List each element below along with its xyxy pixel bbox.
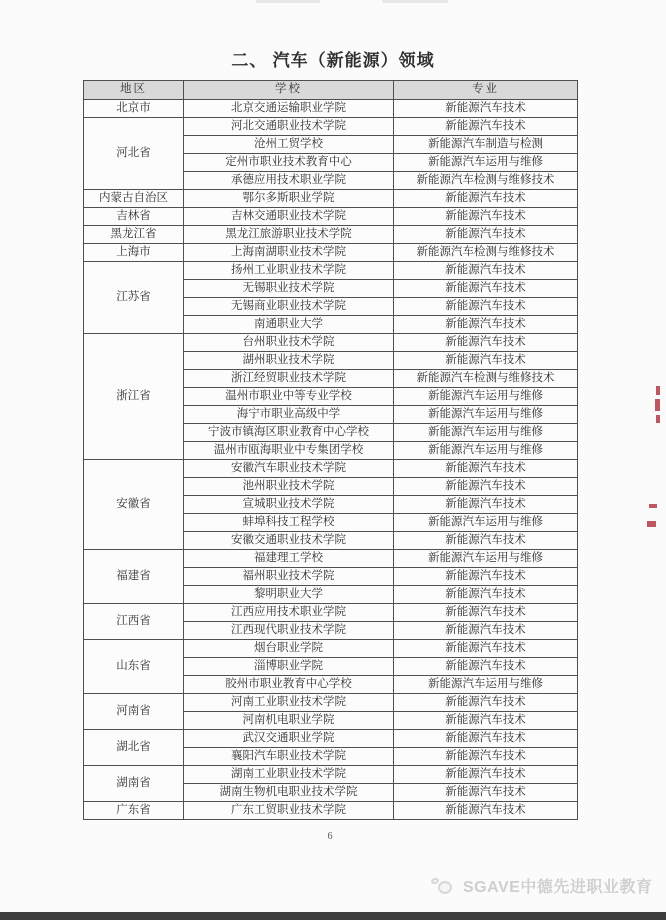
major-cell: 新能源汽车技术 — [394, 640, 578, 658]
scan-artifact-line — [382, 0, 448, 3]
major-cell: 新能源汽车技术 — [394, 496, 578, 514]
school-cell: 烟台职业学院 — [184, 640, 394, 658]
school-cell: 上海南湖职业技术学院 — [184, 244, 394, 262]
major-cell: 新能源汽车技术 — [394, 316, 578, 334]
major-cell: 新能源汽车技术 — [394, 298, 578, 316]
school-cell: 安徽汽车职业技术学院 — [184, 460, 394, 478]
table-row — [84, 460, 578, 478]
major-cell: 新能源汽车技术 — [394, 748, 578, 766]
major-cell: 新能源汽车检测与维修技术 — [394, 370, 578, 388]
school-cell: 蚌埠科技工程学校 — [184, 514, 394, 532]
school-cell: 江西应用技术职业学院 — [184, 604, 394, 622]
major-cell: 新能源汽车技术 — [394, 784, 578, 802]
table-header-row — [84, 81, 578, 100]
school-cell: 沧州工贸学校 — [184, 136, 394, 154]
school-cell: 江西现代职业技术学院 — [184, 622, 394, 640]
school-cell: 淄博职业学院 — [184, 658, 394, 676]
major-cell: 新能源汽车运用与维修 — [394, 442, 578, 460]
major-cell: 新能源汽车检测与维修技术 — [394, 244, 578, 262]
table-row — [84, 100, 578, 118]
school-cell: 无锡商业职业技术学院 — [184, 298, 394, 316]
page-number: 6 — [327, 831, 333, 842]
school-cell: 河南机电职业学院 — [184, 712, 394, 730]
major-cell: 新能源汽车技术 — [394, 208, 578, 226]
school-cell: 浙江经贸职业技术学院 — [184, 370, 394, 388]
school-cell: 安徽交通职业技术学院 — [184, 532, 394, 550]
table-row — [84, 604, 578, 622]
footer-brand — [430, 874, 652, 897]
school-cell: 武汉交通职业学院 — [184, 730, 394, 748]
region-cell: 北京市 — [84, 100, 184, 118]
school-cell: 宁波市镇海区职业教育中心学校 — [184, 424, 394, 442]
major-cell: 新能源汽车运用与维修 — [394, 154, 578, 172]
region-cell: 吉林省 — [84, 208, 184, 226]
scan-artifact-line — [256, 0, 320, 3]
region-cell: 江西省 — [84, 604, 184, 640]
major-cell: 新能源汽车技术 — [394, 262, 578, 280]
region-cell: 福建省 — [84, 550, 184, 604]
school-cell: 河北交通职业技术学院 — [184, 118, 394, 136]
table-row — [84, 730, 578, 748]
school-cell: 台州职业技术学院 — [184, 334, 394, 352]
major-cell: 新能源汽车技术 — [394, 280, 578, 298]
major-cell: 新能源汽车技术 — [394, 226, 578, 244]
table-body — [84, 100, 578, 820]
major-cell: 新能源汽车技术 — [394, 586, 578, 604]
school-cell: 襄阳汽车职业技术学院 — [184, 748, 394, 766]
table-row — [84, 640, 578, 658]
red-stamp-mark — [649, 504, 657, 508]
school-cell: 福州职业技术学院 — [184, 568, 394, 586]
school-cell: 湖州职业技术学院 — [184, 352, 394, 370]
region-cell: 河南省 — [84, 694, 184, 730]
school-cell: 宣城职业技术学院 — [184, 496, 394, 514]
footer-brand-text: SGAVE中德先进职业教育 — [463, 879, 653, 896]
school-cell: 胶州市职业教育中心学校 — [184, 676, 394, 694]
table-row — [84, 244, 578, 262]
table-row — [84, 802, 578, 820]
table-row — [84, 190, 578, 208]
school-cell: 吉林交通职业技术学院 — [184, 208, 394, 226]
major-cell: 新能源汽车制造与检测 — [394, 136, 578, 154]
major-cell: 新能源汽车技术 — [394, 478, 578, 496]
red-stamp-mark — [655, 399, 660, 411]
region-cell: 湖南省 — [84, 766, 184, 802]
major-cell: 新能源汽车技术 — [394, 694, 578, 712]
school-cell: 海宁市职业高级中学 — [184, 406, 394, 424]
major-cell: 新能源汽车运用与维修 — [394, 406, 578, 424]
region-cell: 广东省 — [84, 802, 184, 820]
region-cell: 浙江省 — [84, 334, 184, 460]
major-cell: 新能源汽车技术 — [394, 100, 578, 118]
major-cell: 新能源汽车运用与维修 — [394, 424, 578, 442]
major-cell: 新能源汽车技术 — [394, 802, 578, 820]
table-row — [84, 118, 578, 136]
column-header-school: 学校 — [184, 81, 394, 100]
major-cell: 新能源汽车运用与维修 — [394, 676, 578, 694]
major-cell: 新能源汽车技术 — [394, 460, 578, 478]
school-cell: 广东工贸职业技术学院 — [184, 802, 394, 820]
school-cell: 承德应用技术职业学院 — [184, 172, 394, 190]
red-stamp-mark — [656, 415, 660, 423]
table-row — [84, 226, 578, 244]
region-cell: 上海市 — [84, 244, 184, 262]
column-header-region: 地区 — [84, 81, 184, 100]
major-cell: 新能源汽车技术 — [394, 568, 578, 586]
major-cell: 新能源汽车技术 — [394, 730, 578, 748]
major-cell: 新能源汽车技术 — [394, 532, 578, 550]
school-cell: 无锡职业技术学院 — [184, 280, 394, 298]
school-cell: 定州市职业技术教育中心 — [184, 154, 394, 172]
school-cell: 河南工业职业技术学院 — [184, 694, 394, 712]
region-cell: 内蒙古自治区 — [84, 190, 184, 208]
red-stamp-mark — [656, 386, 660, 395]
region-cell: 河北省 — [84, 118, 184, 190]
major-cell: 新能源汽车技术 — [394, 766, 578, 784]
school-cell: 鄂尔多斯职业学院 — [184, 190, 394, 208]
red-stamp-mark — [647, 521, 656, 527]
major-cell: 新能源汽车技术 — [394, 118, 578, 136]
region-cell: 山东省 — [84, 640, 184, 694]
major-cell: 新能源汽车检测与维修技术 — [394, 172, 578, 190]
major-cell: 新能源汽车技术 — [394, 190, 578, 208]
footer-divider-bar — [0, 912, 666, 920]
school-cell: 北京交通运输职业学院 — [184, 100, 394, 118]
major-cell: 新能源汽车技术 — [394, 604, 578, 622]
major-cell: 新能源汽车技术 — [394, 712, 578, 730]
region-cell: 黑龙江省 — [84, 226, 184, 244]
column-header-major: 专业 — [394, 81, 578, 100]
school-cell: 黑龙江旅游职业技术学院 — [184, 226, 394, 244]
major-cell: 新能源汽车技术 — [394, 334, 578, 352]
school-cell: 温州市瓯海职业中专集团学校 — [184, 442, 394, 460]
school-cell: 扬州工业职业技术学院 — [184, 262, 394, 280]
major-cell: 新能源汽车技术 — [394, 352, 578, 370]
school-cell: 池州职业技术学院 — [184, 478, 394, 496]
table-row — [84, 766, 578, 784]
school-cell: 南通职业大学 — [184, 316, 394, 334]
major-cell: 新能源汽车运用与维修 — [394, 514, 578, 532]
main-table — [83, 80, 578, 820]
major-cell: 新能源汽车技术 — [394, 622, 578, 640]
table-row — [84, 334, 578, 352]
sgave-logo-icon — [430, 875, 456, 897]
page-title: 二、 汽车（新能源）领域 — [231, 51, 435, 70]
school-cell: 福建理工学校 — [184, 550, 394, 568]
region-cell: 安徽省 — [84, 460, 184, 550]
major-cell: 新能源汽车运用与维修 — [394, 550, 578, 568]
major-cell: 新能源汽车技术 — [394, 658, 578, 676]
major-cell: 新能源汽车运用与维修 — [394, 388, 578, 406]
school-cell: 黎明职业大学 — [184, 586, 394, 604]
table-row — [84, 262, 578, 280]
region-cell: 湖北省 — [84, 730, 184, 766]
table-row — [84, 694, 578, 712]
school-cell: 温州市职业中等专业学校 — [184, 388, 394, 406]
school-cell: 湖南生物机电职业技术学院 — [184, 784, 394, 802]
table-row — [84, 208, 578, 226]
table-row — [84, 550, 578, 568]
school-cell: 湖南工业职业技术学院 — [184, 766, 394, 784]
region-cell: 江苏省 — [84, 262, 184, 334]
